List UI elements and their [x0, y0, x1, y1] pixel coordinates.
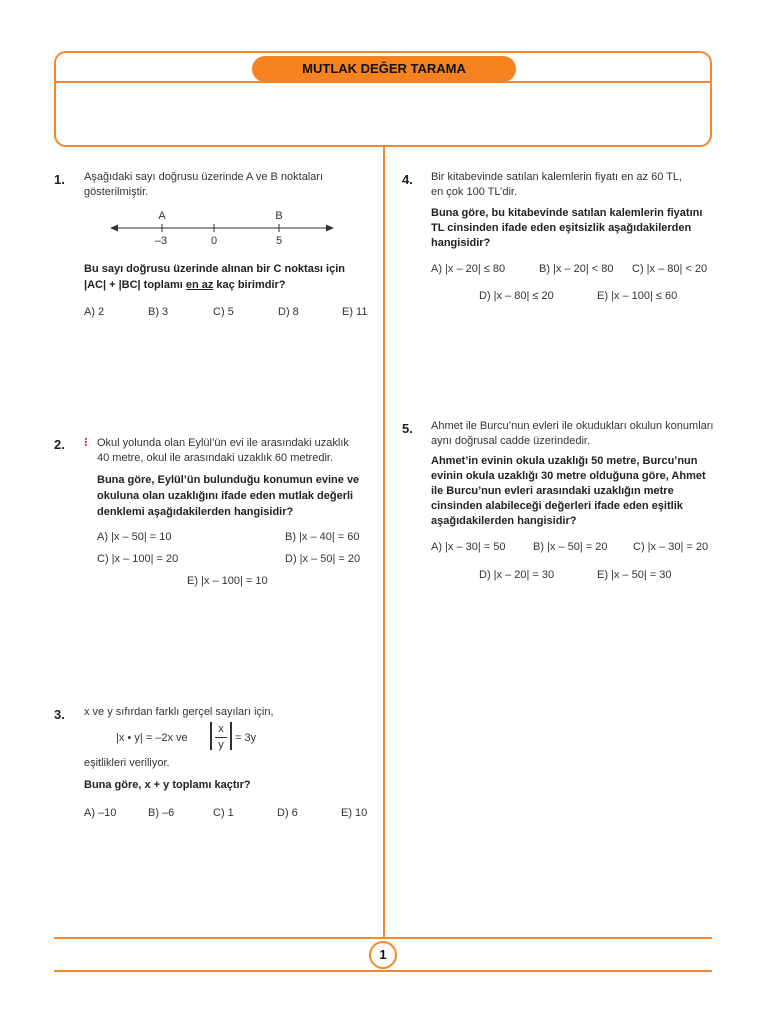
- page-number: 1: [369, 941, 397, 969]
- q4-option-d[interactable]: D) |x – 80| ≤ 20: [479, 290, 554, 302]
- footer-line-bottom: [54, 970, 712, 972]
- q1-number: 1.: [54, 172, 65, 187]
- q5-text-line1: Ahmet ile Burcu’nun evleri ile okudukları okulun konumları: [431, 420, 714, 432]
- q1-question-line1: Bu sayı doğrusu üzerinde alınan bir C noktası için: [84, 263, 345, 275]
- q5-question-line1: Ahmet’in evinin okula uzaklığı 50 metre, Burcu’nun: [431, 455, 698, 467]
- q4-question-line2: TL cinsinden ifade eden eşitsizlik aşağıdakilerden: [431, 222, 692, 234]
- q5-question-line5: aşağıdakilerden hangisidir?: [431, 515, 577, 527]
- q5-option-e[interactable]: E) |x – 50| = 30: [597, 569, 672, 581]
- q5-question-line2: evinin okula uzaklığı 30 metre olduğuna göre, Ahmet: [431, 470, 706, 482]
- q3-fraction-denominator: y: [218, 739, 224, 751]
- q5-option-c[interactable]: C) |x – 30| = 20: [633, 541, 709, 553]
- q3-number: 3.: [54, 707, 65, 722]
- q5-question-line4: cinsinden alabileceği değerleri ifade eden eşitlik: [431, 500, 683, 512]
- q2-number: 2.: [54, 437, 65, 452]
- q4-option-b[interactable]: B) |x – 20| < 80: [539, 263, 614, 275]
- q1-option-b[interactable]: B) 3: [148, 306, 169, 318]
- q1-option-d[interactable]: D) 8: [278, 306, 299, 318]
- q5-option-d[interactable]: D) |x – 20| = 30: [479, 569, 555, 581]
- q2-red-mark: ⁝: [84, 435, 88, 449]
- column-divider: [383, 147, 385, 937]
- q1-text-line1: Aşağıdaki sayı doğrusu üzerinde A ve B noktaları: [84, 171, 324, 183]
- q3-equation-left: |x • y| = –2x ve: [116, 732, 188, 744]
- q2-text-line1: Okul yolunda olan Eylül’ün evi ile arasındaki uzaklık: [97, 437, 349, 449]
- label-b: B: [275, 210, 283, 222]
- q2-option-d[interactable]: D) |x – 50| = 20: [285, 553, 361, 565]
- q2-option-c[interactable]: C) |x – 100| = 20: [97, 553, 179, 565]
- q2-question-line1: Buna göre, Eylül’ün bulunduğu konumun evine ve: [97, 474, 360, 486]
- q3-option-d[interactable]: D) 6: [277, 807, 298, 819]
- left-arrow-icon: [110, 225, 118, 232]
- q4-question-line3: hangisidir?: [431, 237, 491, 249]
- q2-option-e[interactable]: E) |x – 100| = 10: [187, 575, 268, 587]
- q2-question-line3: denklemi aşağıdakilerden hangisidir?: [97, 506, 294, 518]
- q3-text-line2: eşitlikleri veriliyor.: [84, 757, 170, 769]
- q1-number-line: [108, 206, 338, 250]
- q4-number: 4.: [402, 172, 413, 187]
- q5-number: 5.: [402, 421, 413, 436]
- q3-text-line1: x ve y sıfırdan farklı gerçel sayıları için,: [84, 706, 274, 718]
- q4-option-c[interactable]: C) |x – 80| < 20: [632, 263, 708, 275]
- q4-option-a[interactable]: A) |x – 20| ≤ 80: [431, 263, 506, 275]
- q3-question: Buna göre, x + y toplamı kaçtır?: [84, 779, 251, 791]
- page-title: MUTLAK DEĞER TARAMA: [252, 56, 516, 82]
- q4-question-line1: Buna göre, bu kitabevinde satılan kalemlerin fiyatını: [431, 207, 703, 219]
- q3-option-e[interactable]: E) 10: [341, 807, 368, 819]
- tick-label-zero: 0: [210, 235, 218, 247]
- q4-text-line2: en çok 100 TL’dir.: [431, 186, 518, 198]
- q5-option-a[interactable]: A) |x – 30| = 50: [431, 541, 506, 553]
- q1-option-e[interactable]: E) 11: [342, 306, 368, 318]
- q1-option-a[interactable]: A) 2: [84, 306, 105, 318]
- q5-option-b[interactable]: B) |x – 50| = 20: [533, 541, 608, 553]
- q1-option-c[interactable]: C) 5: [213, 306, 234, 318]
- q3-option-a[interactable]: A) –10: [84, 807, 117, 819]
- q3-fraction-numerator: x: [218, 723, 224, 735]
- footer-line-top: [54, 937, 712, 939]
- q5-text-line2: aynı doğrusal cadde üzerindedir.: [431, 435, 590, 447]
- q4-option-e[interactable]: E) |x – 100| ≤ 60: [597, 290, 678, 302]
- tick-label-b: 5: [275, 235, 283, 247]
- tick-label-a: –3: [154, 235, 168, 247]
- q3-equation-right: = 3y: [235, 732, 257, 744]
- label-a: A: [158, 210, 166, 222]
- q3-abs-bar-right: [230, 722, 232, 750]
- q1-question-line2: |AC| + |BC| toplamı en az kaç birimdir?: [84, 279, 286, 291]
- q4-text-line1: Bir kitabevinde satılan kalemlerin fiyatı en az 60 TL,: [431, 171, 683, 183]
- right-arrow-icon: [326, 225, 334, 232]
- q2-option-a[interactable]: A) |x – 50| = 10: [97, 531, 172, 543]
- q3-option-b[interactable]: B) –6: [148, 807, 175, 819]
- q3-option-c[interactable]: C) 1: [213, 807, 234, 819]
- q3-abs-bar-left: [210, 722, 212, 750]
- q5-question-line3: ile Burcu’nun evleri arasındaki uzaklığın metre: [431, 485, 674, 497]
- q2-text-line2: 40 metre, okul ile arasındaki uzaklık 60 metredir.: [97, 452, 334, 464]
- q2-option-b[interactable]: B) |x – 40| = 60: [285, 531, 360, 543]
- q2-question-line2: okuluna olan uzaklığını ifade eden mutlak değerli: [97, 490, 354, 502]
- q1-text-line2: gösterilmiştir.: [84, 186, 149, 198]
